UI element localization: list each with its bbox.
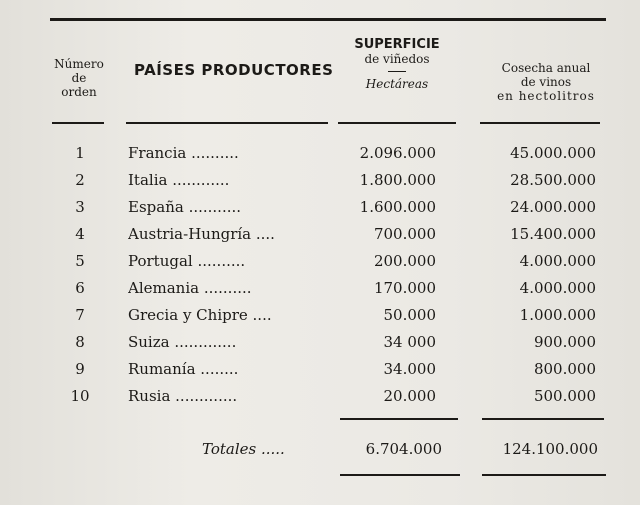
row-wine: 24.000.000	[510, 198, 596, 216]
row-number: 8	[75, 333, 85, 351]
table-row	[0, 387, 640, 413]
row-country: España ...........	[128, 198, 242, 216]
row-wine: 45.000.000	[510, 144, 596, 162]
table-row	[0, 333, 640, 359]
row-wine: 4.000.000	[519, 279, 596, 297]
row-number: 7	[75, 306, 85, 324]
row-country: Francia ..........	[128, 144, 239, 162]
header-number-line-3: orden	[61, 84, 97, 99]
row-wine: 500.000	[533, 387, 596, 405]
totals-row	[0, 440, 640, 466]
row-number: 9	[75, 360, 85, 378]
row-area: 34 000	[383, 333, 436, 351]
header-area-dash	[388, 71, 406, 72]
row-number: 4	[75, 225, 85, 243]
table-row	[0, 252, 640, 278]
row-area: 20.000	[383, 387, 436, 405]
table-row	[0, 144, 640, 170]
header-area-subtitle: de viñedos	[364, 51, 430, 66]
row-wine: 900.000	[533, 333, 596, 351]
totals-label: Totales .....	[202, 440, 285, 458]
top-rule	[50, 18, 606, 21]
row-area: 170.000	[373, 279, 436, 297]
row-country: Austria-Hungría ....	[128, 225, 275, 243]
header-wine	[478, 62, 614, 103]
header-separator-wine	[480, 122, 600, 124]
row-area: 50.000	[383, 306, 436, 324]
row-area: 200.000	[373, 252, 436, 270]
row-number: 1	[75, 144, 85, 162]
row-country: Rumanía ........	[128, 360, 239, 378]
row-number: 10	[70, 387, 90, 405]
row-area: 700.000	[373, 225, 436, 243]
table-row	[0, 225, 640, 251]
row-wine: 28.500.000	[510, 171, 596, 189]
header-number	[48, 58, 110, 99]
row-area: 34.000	[383, 360, 436, 378]
totals-separator-wine	[482, 418, 604, 420]
table-row	[0, 306, 640, 332]
header-area-title: SUPERFICIE	[354, 37, 440, 52]
row-area: 1.600.000	[359, 198, 436, 216]
totals-separator-area	[340, 418, 458, 420]
table-row	[0, 360, 640, 386]
header-number-line-2: de	[71, 70, 87, 85]
header-area	[332, 38, 462, 92]
header-separator-number	[52, 122, 104, 124]
row-number: 2	[75, 171, 85, 189]
row-wine: 1.000.000	[519, 306, 596, 324]
row-number: 6	[75, 279, 85, 297]
row-number: 5	[75, 252, 85, 270]
row-country: Grecia y Chipre ....	[128, 306, 272, 324]
bottom-rule-wine	[482, 474, 606, 476]
totals-wine: 124.100.000	[502, 440, 598, 458]
header-wine-line-3: en hectolitros	[497, 88, 595, 103]
row-wine: 15.400.000	[510, 225, 596, 243]
row-wine: 800.000	[533, 360, 596, 378]
row-wine: 4.000.000	[519, 252, 596, 270]
row-country: Rusia .............	[128, 387, 238, 405]
row-country: Alemania ..........	[128, 279, 252, 297]
header-wine-line-2: de vinos	[520, 74, 572, 89]
header-area-unit: Hectáreas	[365, 76, 429, 91]
table-row	[0, 279, 640, 305]
table-row	[0, 198, 640, 224]
row-number: 3	[75, 198, 85, 216]
header-separator-countries	[126, 122, 328, 124]
row-country: Suiza .............	[128, 333, 237, 351]
header-countries: PAÍSES PRODUCTORES	[134, 61, 334, 79]
header-number-line-1: Número	[54, 57, 104, 71]
bottom-rule-area	[340, 474, 460, 476]
header-separator-area	[338, 122, 456, 124]
row-area: 1.800.000	[359, 171, 436, 189]
row-area: 2.096.000	[359, 144, 436, 162]
table-row	[0, 171, 640, 197]
row-country: Portugal ..........	[128, 252, 246, 270]
row-country: Italia ............	[128, 171, 230, 189]
totals-area: 6.704.000	[365, 440, 442, 458]
header-wine-line-1: Cosecha anual	[501, 61, 591, 75]
